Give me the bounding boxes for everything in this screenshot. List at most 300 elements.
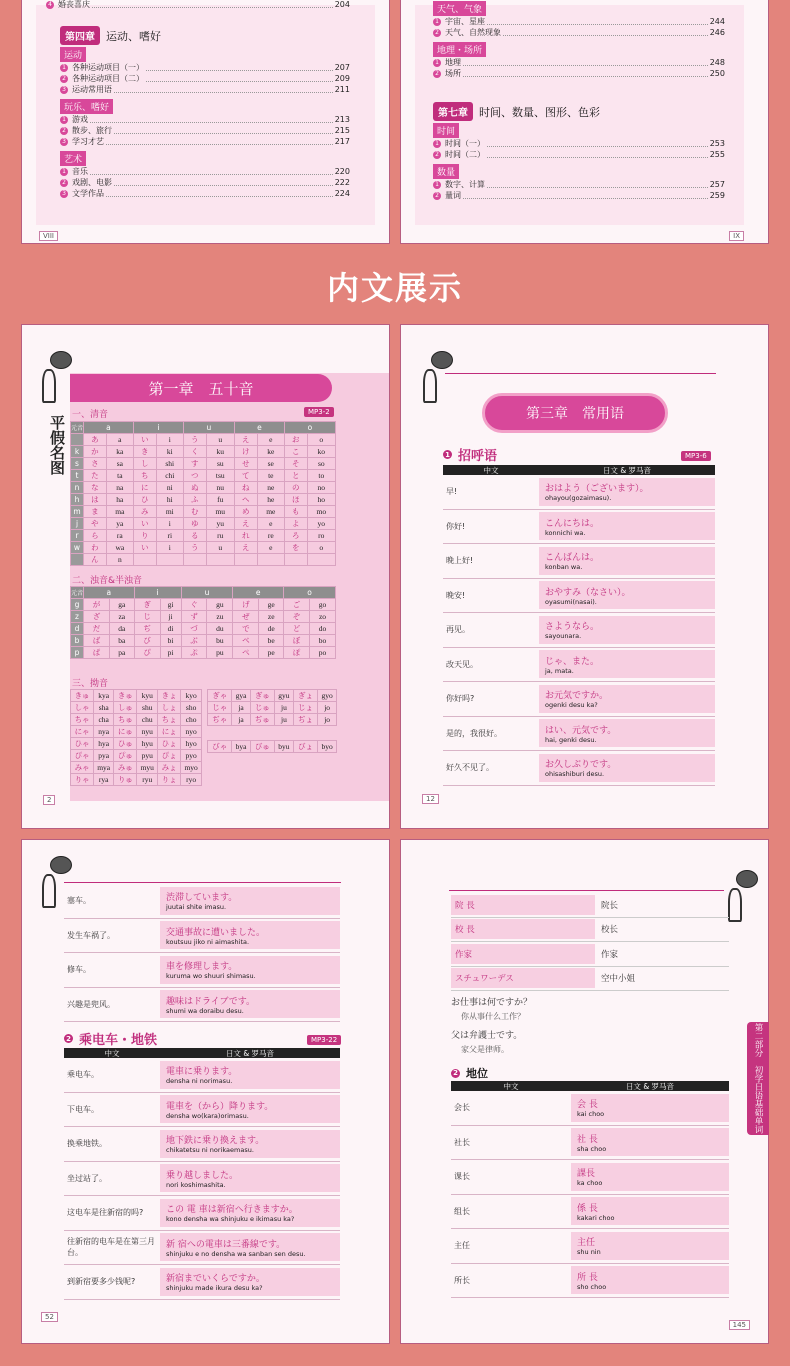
vowel-header: o [284, 587, 336, 599]
romaji-cell: ge [259, 598, 284, 610]
kana-cell: ら [84, 529, 107, 541]
phrase-row [443, 717, 715, 752]
vowel-header: a [84, 587, 135, 599]
section-title: 2 乘电车・地铁 [64, 1029, 157, 1048]
section-banner: 内文展示 [326, 269, 463, 307]
romaji-text: kuruma wo shuuri shimasu. [166, 972, 256, 981]
romaji-cell: tsu [206, 469, 234, 481]
kana-cell: びゅ [250, 741, 274, 753]
romaji-cell: sa [106, 457, 133, 469]
romaji-cell: n [106, 553, 133, 565]
kana-cell: びゃ [208, 741, 232, 753]
romaji-cell: mya [94, 762, 114, 774]
toc-item[interactable]: 2 时间（二） 255 [433, 149, 725, 160]
kana-cell: ぢ [134, 622, 160, 634]
chinese-text: 往新宿的电车是在第三月台。 [67, 1237, 155, 1258]
kana-cell: え [234, 541, 257, 553]
chinese-text: 修车。 [67, 965, 91, 975]
kana-cell: ぜ [233, 610, 259, 622]
romaji-cell: hya [94, 738, 114, 750]
romaji-cell: nyu [137, 726, 158, 738]
toc-item[interactable]: 3 学习才艺 217 [60, 136, 350, 147]
japanese-text: この 電 車は新宿へ行きますか。 [166, 1205, 298, 1216]
toc-section-title: 天气、气象 [433, 1, 486, 16]
japanese-text: お元気ですか。 [545, 691, 609, 702]
chinese-text: 再见。 [446, 625, 470, 635]
kana-cell: い [133, 517, 156, 529]
vowel-header: i [134, 587, 181, 599]
consonant-cell: w [71, 541, 84, 553]
dakuon-table [70, 586, 336, 659]
japanese-text: 会 長 [577, 1100, 598, 1111]
romaji-cell: cho [181, 714, 202, 726]
page-2 [21, 324, 390, 829]
romaji-text: sayounara. [545, 632, 582, 641]
phrase-row [64, 1265, 340, 1300]
kana-cell: な [84, 481, 107, 493]
kana-cell: に [133, 481, 156, 493]
romaji-cell: pa [109, 646, 134, 658]
kana-cell: だ [84, 622, 110, 634]
romaji-cell: kya [94, 690, 114, 702]
kana-cell: ひゅ [114, 738, 137, 750]
page-number: VIII [39, 231, 58, 241]
romaji-cell [257, 553, 284, 565]
kana-cell: ぐ [181, 598, 207, 610]
kana-cell: ちょ [158, 714, 181, 726]
toc-item[interactable]: 3 文学作品 224 [60, 188, 350, 199]
word-row [451, 942, 729, 967]
romaji-cell: u [206, 433, 234, 445]
vowel-header: e [233, 587, 284, 599]
toc-page-left [21, 0, 390, 244]
chinese-text: 早! [446, 487, 458, 497]
romaji-cell: gu [207, 598, 233, 610]
romaji-cell: du [207, 622, 233, 634]
romaji-cell: pe [259, 646, 284, 658]
kana-cell [183, 553, 206, 565]
toc-item[interactable]: 2 戏剧、电影 222 [60, 177, 350, 188]
romaji-cell: zu [207, 610, 233, 622]
kana-cell: ふ [183, 493, 206, 505]
romaji-cell: po [310, 646, 336, 658]
toc-list [433, 0, 725, 79]
toc-item[interactable]: 1 时间（一） 253 [433, 138, 725, 149]
romaji-cell: zo [310, 610, 336, 622]
chinese-text: 这电车是往新宿的吗? [67, 1208, 144, 1218]
kana-cell [284, 553, 307, 565]
kana-cell: め [234, 505, 257, 517]
romaji-cell: ka [106, 445, 133, 457]
romaji-text: kono densha wa shinjuku e ikimasu ka? [166, 1215, 295, 1224]
japanese-text: 車を修理します。 [166, 962, 238, 973]
toc-item[interactable]: 4 婚丧喜庆 204 [46, 0, 350, 10]
japanese-text: 趣味はドライブです。 [166, 996, 256, 1007]
toc-item[interactable]: 1 地理 248 [433, 57, 725, 68]
seion-table [70, 421, 336, 566]
romaji-cell: be [259, 634, 284, 646]
romaji-text: shu nin [577, 1248, 601, 1257]
chinese-translation: 家父是律师。 [461, 1045, 509, 1054]
romaji-cell: yo [307, 517, 335, 529]
chinese-text: 组长 [454, 1206, 470, 1216]
kana-cell: びょ [293, 741, 317, 753]
chinese-text: 兴趣是兜风。 [67, 999, 115, 1009]
vowel-header: o [284, 422, 335, 434]
kana-cell: ね [234, 481, 257, 493]
japanese-text: 主任 [577, 1238, 596, 1249]
mascot-icon [40, 351, 74, 407]
romaji-cell: e [257, 541, 284, 553]
consonant-cell: d [71, 622, 84, 634]
romaji-cell: sho [181, 702, 202, 714]
kana-cell: ぼ [284, 634, 310, 646]
toc-section-title: 时间 [433, 123, 459, 138]
japanese-text: 校 長 [451, 919, 595, 939]
kana-cell: う [183, 433, 206, 445]
romaji-cell: ryo [181, 774, 202, 786]
word-row [451, 918, 729, 943]
romaji-cell: za [109, 610, 134, 622]
kana-cell: ぽ [284, 646, 310, 658]
romaji-text: shumi wa doraibu desu. [166, 1006, 244, 1015]
romaji-cell: nu [206, 481, 234, 493]
kana-cell: む [183, 505, 206, 517]
romaji-text: konnichi wa. [545, 528, 586, 537]
kana-cell [234, 553, 257, 565]
phrase-table [64, 884, 340, 1022]
romaji-cell: da [109, 622, 134, 634]
romaji-cell: o [307, 541, 335, 553]
phrase-row [443, 475, 715, 510]
japanese-text: 係 長 [577, 1203, 598, 1214]
romaji-cell: ru [206, 529, 234, 541]
chapter-title: 第三章 常用语 [482, 393, 668, 433]
kana-cell: ちゅ [114, 714, 137, 726]
mascot-icon [421, 351, 455, 407]
japanese-text: 課長 [577, 1169, 596, 1180]
japanese-text: 新 宿への電車は三番線です。 [166, 1239, 286, 1250]
chinese-text: 主任 [454, 1241, 470, 1251]
romaji-cell: yu [206, 517, 234, 529]
romaji-cell: su [206, 457, 234, 469]
kana-cell: べ [233, 634, 259, 646]
section-title: 一、清音 [72, 410, 109, 420]
word-row [451, 967, 729, 992]
kana-cell: じゅ [250, 702, 274, 714]
romaji-cell [156, 553, 183, 565]
phrase-row [443, 510, 715, 545]
audio-badge: MP3-2 [304, 407, 334, 417]
romaji-text: ogenki desu ka? [545, 701, 598, 710]
kana-cell: ひょ [158, 738, 181, 750]
kana-cell: ざ [84, 610, 110, 622]
kana-cell: じょ [293, 702, 317, 714]
romaji-cell: i [156, 541, 183, 553]
kana-cell: せ [234, 457, 257, 469]
japanese-text: スチュワーデス [451, 968, 595, 988]
romaji-cell: mo [307, 505, 335, 517]
romaji-text: sho choo [577, 1282, 607, 1291]
romaji-cell: gyo [318, 690, 337, 702]
romaji-cell: myo [181, 762, 202, 774]
romaji-cell: ju [275, 702, 294, 714]
japanese-text: お久しぶりです。 [545, 760, 617, 771]
romaji-cell: hi [156, 493, 183, 505]
kana-cell: ぴ [134, 646, 160, 658]
kana-cell: ぢょ [293, 714, 317, 726]
romaji-cell: rya [94, 774, 114, 786]
romaji-cell: pyu [137, 750, 158, 762]
kana-cell: が [84, 598, 110, 610]
kana-cell: しゅ [114, 702, 137, 714]
toc-item[interactable]: 2 量词 259 [433, 190, 725, 201]
kana-cell [133, 553, 156, 565]
chinese-text: 改天见。 [446, 659, 478, 669]
japanese-text: 院 長 [451, 895, 595, 915]
romaji-text: ohayou(gozaimasu). [545, 494, 612, 503]
kana-cell: ぶ [181, 634, 207, 646]
kana-cell: げ [233, 598, 259, 610]
romaji-cell: ku [206, 445, 234, 457]
chapter-title: 第一章 五十音 [70, 374, 332, 402]
chapter-heading: 第七章 时间、数量、图形、色彩 [433, 102, 600, 121]
phrase-row [451, 1229, 729, 1264]
kana-cell: こ [284, 445, 307, 457]
kana-cell: え [234, 517, 257, 529]
audio-badge: MP3-22 [307, 1035, 341, 1045]
page-145 [400, 839, 769, 1344]
page-number: 52 [41, 1312, 58, 1322]
romaji-cell: shu [137, 702, 158, 714]
section-title: 2 地位 [451, 1065, 488, 1081]
kana-cell: て [234, 469, 257, 481]
kana-cell: お [284, 433, 307, 445]
kana-cell: と [284, 469, 307, 481]
consonant-cell: z [71, 610, 84, 622]
consonant-cell: g [71, 598, 84, 610]
kana-cell: じ [134, 610, 160, 622]
romaji-cell: byu [275, 741, 294, 753]
toc-item[interactable]: 2 各种运动项目（二） 209 [60, 73, 350, 84]
phrase-table: 中文 日文 & 罗马音 早! おはよう（ございます）。 ohayou(gozaimasu). 你好! こんにちは。 konnichi wa. 晚上好! こんばんは。 konban wa. 晚安! おやすみ（なさい）。 oyasumi(nasai). 再见。 さようなら。 sayounara. 改天见。 じゃ、また。 ja, mata. 你好吗? お元気ですか。 ogenki desu ka? 是的，我很好。 はい、元気です。 hai, genki desu. 好久不见了。 お久しぶりです。 ohisashiburi desu. [443, 465, 715, 786]
romaji-cell: do [310, 622, 336, 634]
phrase-row [443, 751, 715, 786]
chinese-text: 作家 [601, 949, 619, 960]
japanese-text: 交通事故に遭いました。 [166, 927, 266, 938]
romaji-cell: e [257, 433, 284, 445]
chinese-text: 晚上好! [446, 556, 474, 566]
romaji-cell: nya [94, 726, 114, 738]
phrase-row [443, 648, 715, 683]
romaji-cell: se [257, 457, 284, 469]
romaji-cell: pu [207, 646, 233, 658]
chinese-text: 下电车。 [67, 1104, 99, 1114]
phrase-row [64, 884, 340, 919]
kana-cell: きゅ [114, 690, 137, 702]
dialog-item [451, 995, 729, 1022]
kana-cell: ぬ [183, 481, 206, 493]
kana-cell: ご [284, 598, 310, 610]
toc-item[interactable]: 1 音乐 220 [60, 166, 350, 177]
kana-cell: れ [234, 529, 257, 541]
chinese-text: 课长 [454, 1172, 470, 1182]
kana-cell: ぎゅ [250, 690, 274, 702]
romaji-cell: wa [106, 541, 133, 553]
romaji-cell: u [206, 541, 234, 553]
chinese-text: 发生车祸了。 [67, 930, 115, 940]
kana-cell: た [84, 469, 107, 481]
chinese-text: 乘电车。 [67, 1070, 99, 1080]
romaji-cell: byo [318, 741, 337, 753]
consonant-cell: m [71, 505, 84, 517]
phrase-row [64, 1058, 340, 1093]
romaji-cell: chu [137, 714, 158, 726]
header-cell: 元音 [71, 422, 84, 434]
side-title: 平假名图 [48, 415, 66, 475]
romaji-cell: ga [109, 598, 134, 610]
kana-cell: の [284, 481, 307, 493]
romaji-cell: ki [156, 445, 183, 457]
kana-cell: ど [284, 622, 310, 634]
kana-cell: ちゃ [71, 714, 94, 726]
kana-cell: ぎょ [293, 690, 317, 702]
romaji-cell: i [156, 433, 183, 445]
romaji-cell: ba [109, 634, 134, 646]
vowel-header: a [84, 422, 134, 434]
kana-cell: ま [84, 505, 107, 517]
romaji-cell: no [307, 481, 335, 493]
romaji-cell: ja [232, 702, 250, 714]
toc-item[interactable]: 2 散步、旅行 215 [60, 125, 350, 136]
romaji-cell: ma [106, 505, 133, 517]
romaji-cell: ju [275, 714, 294, 726]
kana-cell: を [284, 541, 307, 553]
japanese-text: 作家 [451, 944, 595, 964]
kana-cell: しゃ [71, 702, 94, 714]
phrase-table: 中文 日文 & 罗马音 乘电车。 電車に乗ります。 densha ni norimasu. 下电车。 電車を（から）降ります。 densha wo(kara)orimasu. 换乘地铁。 地下鉄に乗り換えます。 chikatetsu ni norikaemasu. 坐过站了。 乗り越しました。 nori koshimashita. 这电车是往新宿的吗? この 電 車は新宿へ行きますか。 kono densha wa shinjuku e ikimasu ka? 往新宿的电车是在第三月台。 新 宿への電車は三番線です。 shinjuku e no densha wa sanban sen desu. 到新宿要多少钱呢? 新宿までいくらですか。 shinjuku made ikura desu ka? [64, 1048, 340, 1300]
kana-cell: りゅ [114, 774, 137, 786]
kana-cell: みょ [158, 762, 181, 774]
toc-item[interactable]: 1 各种运动项目（一） 207 [60, 62, 350, 73]
romaji-text: hai, genki desu. [545, 735, 597, 744]
kana-cell: さ [84, 457, 107, 469]
kana-cell: も [284, 505, 307, 517]
kana-cell: は [84, 493, 107, 505]
japanese-text: 地下鉄に乗り換えます。 [166, 1136, 265, 1147]
page-52 [21, 839, 390, 1344]
phrase-row [451, 1091, 729, 1126]
phrase-row [64, 1127, 340, 1162]
toc-section-title: 玩乐、嗜好 [60, 99, 113, 114]
japanese-text: 乗り越しました。 [166, 1170, 239, 1181]
kana-cell: ろ [284, 529, 307, 541]
vowel-header: u [181, 587, 233, 599]
romaji-cell: ke [257, 445, 284, 457]
kana-cell: ば [84, 634, 110, 646]
section-title: 二、浊音&半浊音 [72, 576, 143, 586]
phrase-row [64, 988, 340, 1023]
romaji-cell: de [259, 622, 284, 634]
romaji-cell: mi [156, 505, 183, 517]
romaji-cell: myu [137, 762, 158, 774]
consonant-cell: k [71, 445, 84, 457]
romaji-cell: go [310, 598, 336, 610]
romaji-cell: bya [232, 741, 250, 753]
japanese-text: 電車を（から）降ります。 [166, 1101, 274, 1112]
toc-item[interactable]: 1 数字、计算 257 [433, 179, 725, 190]
page-number: 2 [43, 795, 55, 805]
consonant-cell: p [71, 646, 84, 658]
chinese-translation: 你从事什么工作？ [461, 1012, 525, 1021]
romaji-text: nori koshimashita. [166, 1180, 226, 1189]
romaji-cell: ja [232, 714, 250, 726]
japanese-sentence: 父は弁護士です。 [451, 1031, 523, 1041]
romaji-cell: jo [318, 702, 337, 714]
dialog-item [451, 1028, 729, 1055]
chinese-text: 换乘地铁。 [67, 1139, 107, 1149]
romaji-cell: mu [206, 505, 234, 517]
consonant-cell: j [71, 517, 84, 529]
kana-cell: や [84, 517, 107, 529]
phrase-row [443, 579, 715, 614]
toc-item[interactable]: 1 宇宙、星座 244 [433, 16, 725, 27]
mascot-icon [726, 870, 760, 926]
chinese-text: 晚安! [446, 590, 466, 600]
romaji-text: konban wa. [545, 563, 583, 572]
romaji-cell: kyo [181, 690, 202, 702]
kana-cell: り [133, 529, 156, 541]
romaji-cell: di [160, 622, 181, 634]
romaji-cell: i [156, 517, 183, 529]
romaji-cell: chi [156, 469, 183, 481]
romaji-text: koutsuu jiko ni aimashita. [166, 937, 250, 946]
word-table [451, 893, 729, 991]
kana-cell: ゆ [183, 517, 206, 529]
youon-table [207, 740, 337, 753]
kana-cell: ぢゃ [208, 714, 232, 726]
toc-item[interactable]: 2 场所 250 [433, 68, 725, 79]
kana-cell: づ [181, 622, 207, 634]
romaji-cell: pi [160, 646, 181, 658]
romaji-text: ka choo [577, 1179, 603, 1188]
romaji-cell: bu [207, 634, 233, 646]
toc-item[interactable]: 1 游戏 213 [60, 114, 350, 125]
audio-badge: MP3-6 [681, 451, 711, 461]
romaji-cell [206, 553, 234, 565]
kana-cell: しょ [158, 702, 181, 714]
kana-cell: す [183, 457, 206, 469]
japanese-text: おはよう（ございます）。 [545, 484, 649, 495]
toc-item[interactable]: 2 天气、自然现象 246 [433, 27, 725, 38]
romaji-text: kai choo [577, 1110, 605, 1119]
kana-cell: ひゃ [71, 738, 94, 750]
romaji-cell: gyu [275, 690, 294, 702]
kana-cell: きゅ [71, 690, 94, 702]
section-title: 1 招呼语 [443, 445, 497, 464]
kana-cell: い [133, 541, 156, 553]
romaji-cell: re [257, 529, 284, 541]
toc-item[interactable]: 3 运动常用语 211 [60, 84, 350, 95]
romaji-cell: pyo [181, 750, 202, 762]
kana-cell: つ [183, 469, 206, 481]
romaji-cell: jo [318, 714, 337, 726]
phrase-row [64, 1196, 340, 1231]
kana-cell: にゃ [71, 726, 94, 738]
vowel-header: e [234, 422, 284, 434]
chinese-text: 社长 [454, 1137, 470, 1147]
phrase-row [443, 613, 715, 648]
